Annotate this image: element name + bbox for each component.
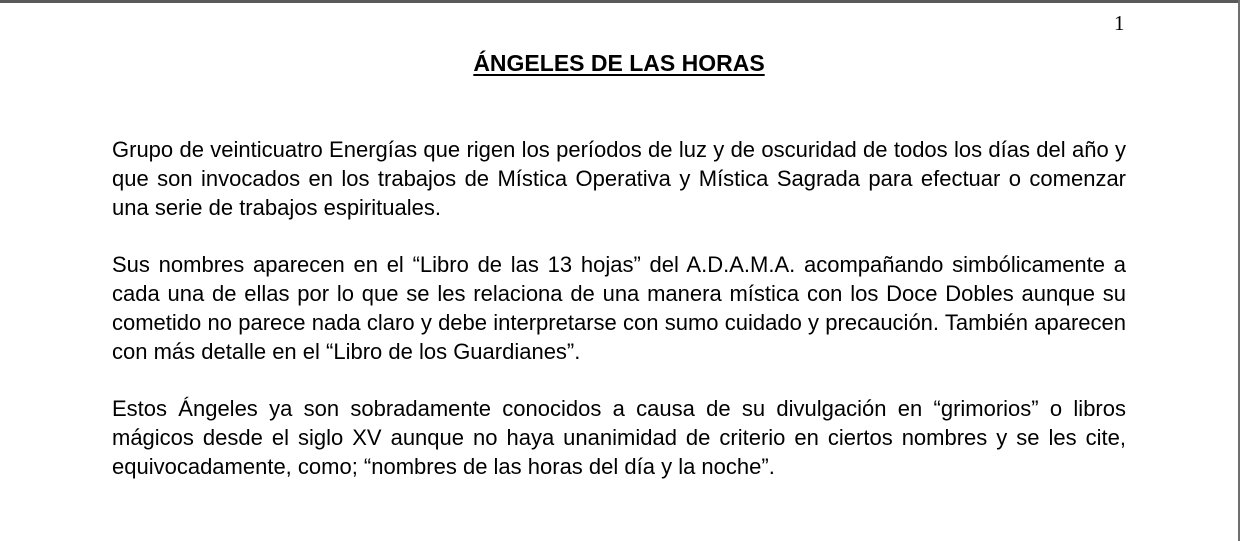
paragraph-2: Sus nombres aparecen en el “Libro de las 13 hojas” del A.D.A.M.A. acompañando simbólicamente a cada una de ellas por lo que se les relaciona de una manera mística con los Doce Dobles aunque su cometido no parece nada claro y debe interpretarse con sumo cuidado y precaución. También aparecen con más detalle en el “Libro de los Guardianes”. (112, 252, 1126, 364)
cropped-next-heading (0, 529, 1238, 541)
document-page (0, 3, 1238, 541)
page-number: 1 (1114, 11, 1125, 35)
page-title: ÁNGELES DE LAS HORAS (473, 50, 765, 76)
paragraph-1: Grupo de veinticuatro Energías que rigen los períodos de luz y de oscuridad de todos los días del año y que son invocados en los trabajos de Mística Operativa y Mística Sagrada para efectuar o comenzar una serie de trabajos espirituales. (112, 137, 1126, 220)
paragraph-3: Estos Ángeles ya son sobradamente conocidos a causa de su divulgación en “grimorios” o libros mágicos desde el siglo XV aunque no haya unanimidad de criterio en ciertos nombres y se les cite, equivocadamente, como; “nombres de las horas del día y la noche”. (112, 396, 1126, 479)
